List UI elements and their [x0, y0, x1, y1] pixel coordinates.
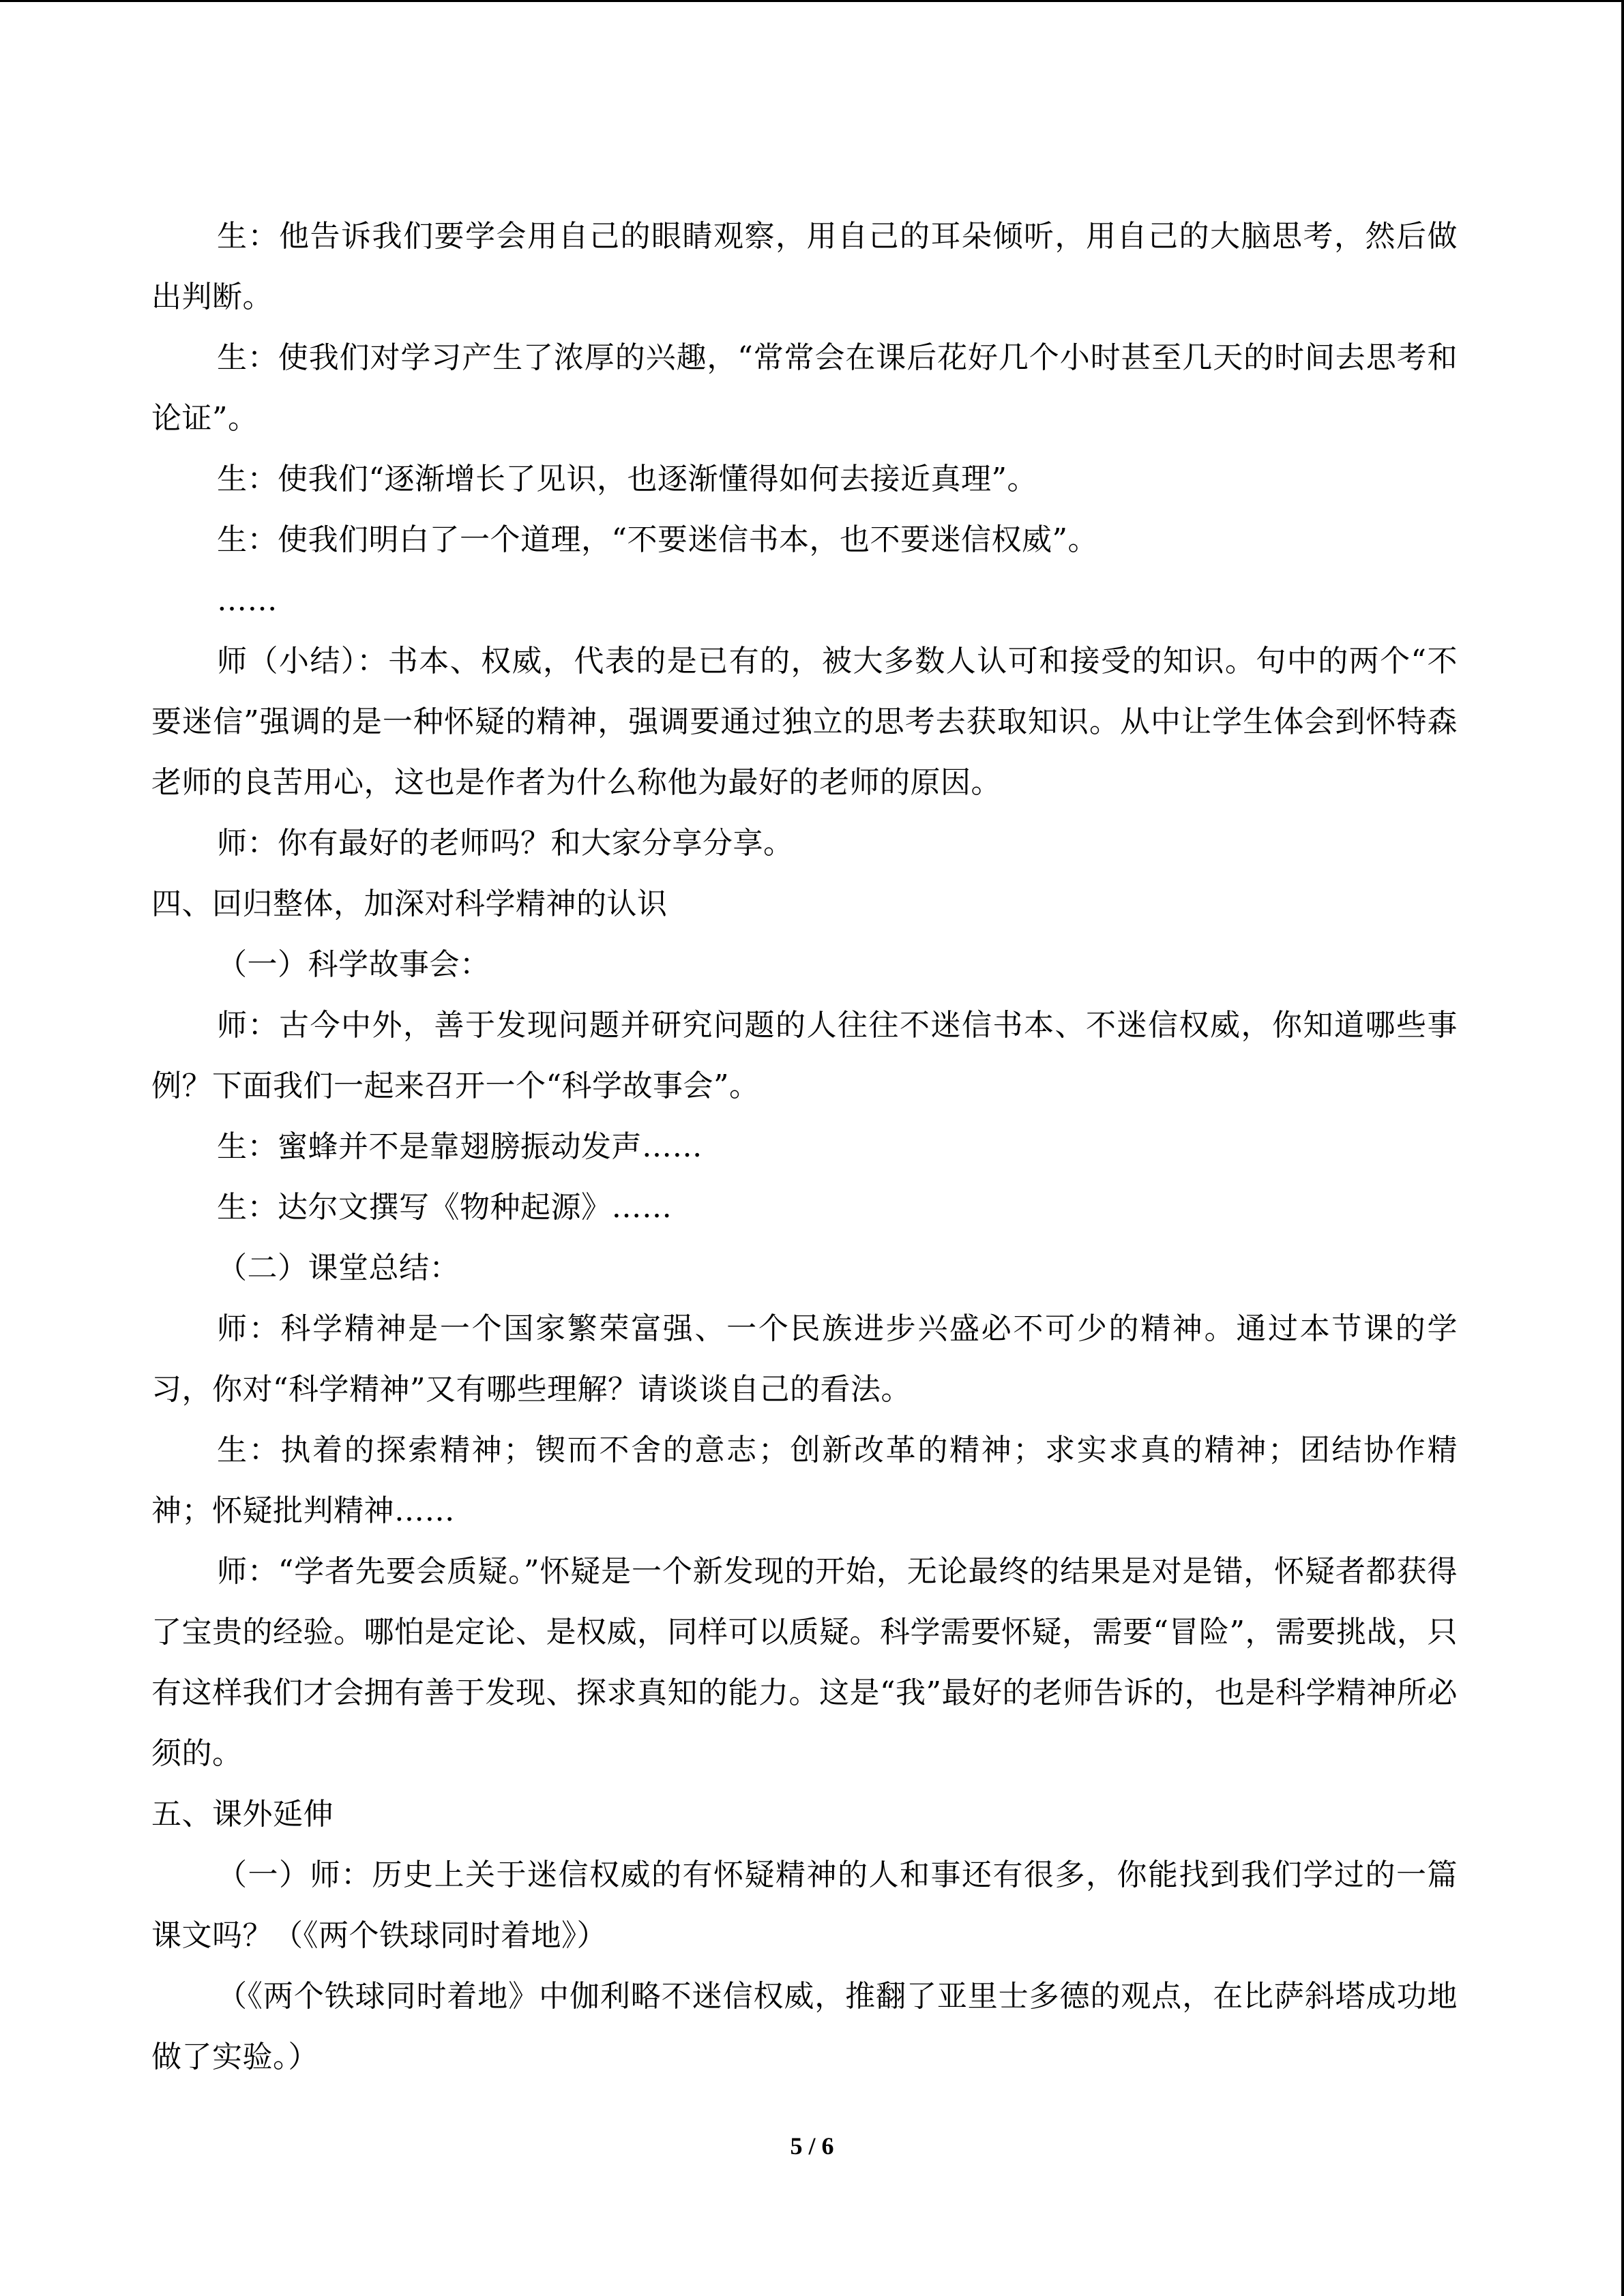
teacher-doubt-summary: 师：“学者先要会质疑。”怀疑是一个新发现的开始，无论最终的结果是对是错，怀疑者都获得了宝贵的经验。哪怕是定论、是权威，同样可以质疑。科学需要怀疑，需要“冒险”，需要挑战，只有这样我们才会拥有善于发现、探求真知的能力。这是“我”最好的老师告诉的，也是科学精神所必须的。	[151, 1554, 1458, 1771]
section-heading-5: 五、课外延伸	[151, 1797, 334, 1832]
extension-question: （一）师：历史上关于迷信权威的有怀疑精神的人和事还有很多，你能找到我们学过的一篇课文吗？（《两个铁球同时着地》）	[151, 1858, 1458, 1953]
teacher-intro-stories: 师：古今中外，善于发现问题并研究问题的人往往不迷信书本、不迷信权威，你知道哪些事例？下面我们一起来召开一个“科学故事会”。	[151, 1008, 1458, 1103]
extension-answer: （《两个铁球同时着地》中伽利略不迷信权威，推翻了亚里士多德的观点，在比萨斜塔成功地做了实验。）	[151, 1979, 1458, 2074]
section-heading-4: 四、回归整体，加深对科学精神的认识	[151, 886, 668, 921]
student-answer-2: 生：使我们对学习产生了浓厚的兴趣，“常常会在课后花好几个小时甚至几天的时间去思考和论证”。	[151, 340, 1458, 436]
student-science-spirit: 生：执着的探索精神；锲而不舍的意志；创新改革的精神；求实求真的精神；团结协作精神；怀疑批判精神……	[151, 1433, 1458, 1528]
page-right-border	[1621, 0, 1624, 2296]
ellipsis-line: ……	[217, 583, 278, 618]
page-top-border	[0, 0, 1624, 2]
teacher-science-spirit: 师：科学精神是一个国家繁荣富强、一个民族进步兴盛必不可少的精神。通过本节课的学习，你对“科学精神”又有哪些理解？请谈谈自己的看法。	[151, 1311, 1458, 1407]
subheading-science-stories: （一）科学故事会：	[217, 947, 490, 982]
document-body	[151, 206, 1458, 2087]
student-story-darwin: 生：达尔文撰写《物种起源》……	[217, 1190, 673, 1225]
page-number: 5 / 6	[790, 2132, 834, 2160]
subheading-class-summary: （二）课堂总结：	[217, 1251, 460, 1285]
teacher-summary: 师（小结）：书本、权威，代表的是已有的，被大多数人认可和接受的知识。句中的两个“不要迷信”强调的是一种怀疑的精神，强调要通过独立的思考去获取知识。从中让学生体会到怀特森老师的良苦用心，这也是作者为什么称他为最好的老师的原因。	[151, 644, 1458, 800]
teacher-question: 师：你有最好的老师吗？和大家分享分享。	[217, 826, 794, 861]
student-answer-1: 生：他告诉我们要学会用自己的眼睛观察，用自己的耳朵倾听，用自己的大脑思考，然后做出判断。	[151, 219, 1458, 314]
student-story-bee: 生：蜜蜂并不是靠翅膀振动发声……	[217, 1129, 703, 1164]
student-answer-3: 生：使我们“逐渐增长了见识，也逐渐懂得如何去接近真理”。	[217, 462, 1037, 496]
student-answer-4: 生：使我们明白了一个道理，“不要迷信书本，也不要迷信权威”。	[217, 522, 1098, 557]
